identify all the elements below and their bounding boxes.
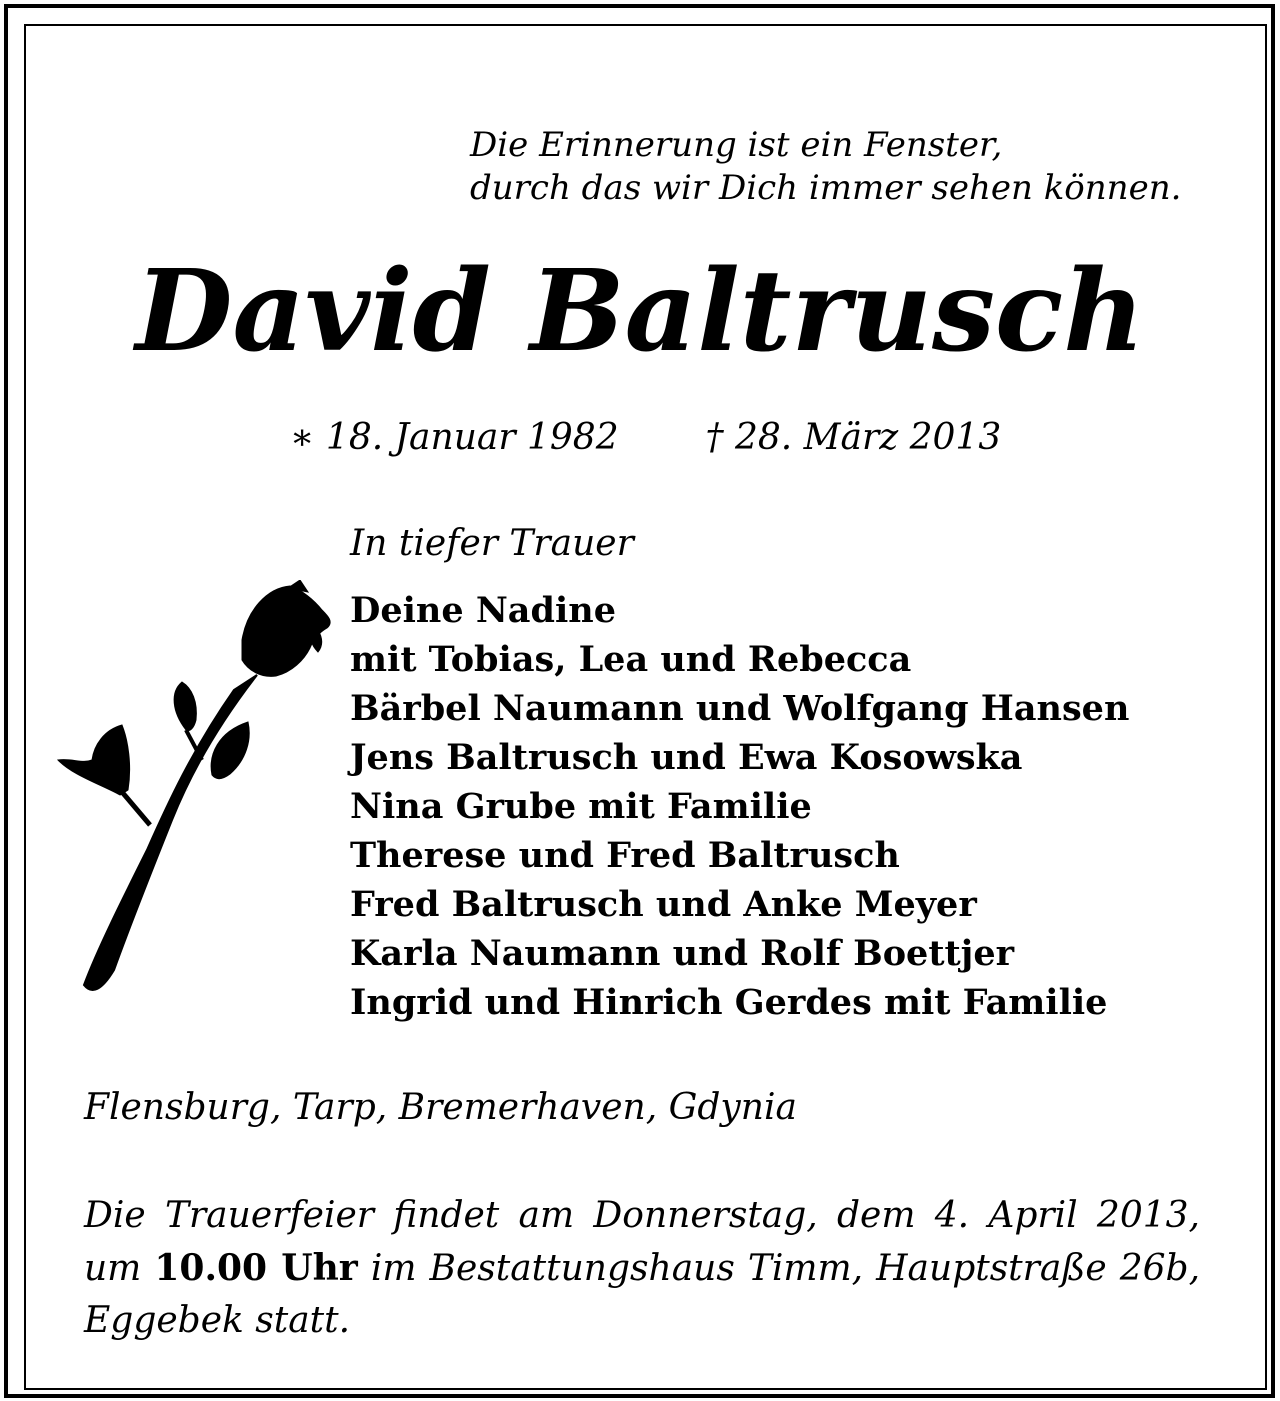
death-date: 28. März 2013 bbox=[734, 417, 1002, 458]
ceremony-text-end: im Bestattungshaus Timm, Hauptstraße 26b, Eggebek statt. bbox=[84, 1248, 1201, 1341]
list-item: mit Tobias, Lea und Rebecca bbox=[350, 639, 912, 680]
mourner-list bbox=[350, 586, 1129, 1027]
life-dates bbox=[290, 414, 1001, 462]
birth-symbol: ∗ bbox=[290, 417, 315, 458]
memorial-quote bbox=[470, 124, 1181, 210]
list-item: Fred Baltrusch und Anke Meyer bbox=[350, 884, 977, 925]
list-item: Jens Baltrusch und Ewa Kosowska bbox=[350, 737, 1023, 778]
list-item: Karla Naumann und Rolf Boettjer bbox=[350, 933, 1015, 974]
quote-line-1: Die Erinnerung ist ein Fenster, bbox=[470, 125, 1003, 165]
mourning-intro: In tiefer Trauer bbox=[350, 523, 634, 564]
list-item: Therese und Fred Baltrusch bbox=[350, 835, 900, 876]
rose-icon bbox=[52, 580, 342, 1000]
ceremony-notice bbox=[84, 1190, 1200, 1347]
quote-line-2: durch das wir Dich immer sehen können. bbox=[470, 168, 1182, 208]
places-line: Flensburg, Tarp, Bremerhaven, Gdynia bbox=[84, 1087, 797, 1128]
ceremony-time: 10.00 Uhr bbox=[154, 1247, 358, 1289]
list-item: Bärbel Naumann und Wolfgang Hansen bbox=[350, 688, 1130, 729]
list-item: Nina Grube mit Familie bbox=[350, 786, 812, 827]
death-symbol: † bbox=[705, 417, 724, 458]
list-item: Deine Nadine bbox=[350, 590, 616, 631]
ceremony-text-start: Die Trauerfeier findet am Donnerstag, dem 4. April 2013, um bbox=[84, 1195, 1200, 1289]
list-item: Ingrid und Hinrich Gerdes mit Familie bbox=[350, 982, 1108, 1023]
deceased-name: David Baltrusch bbox=[135, 246, 1145, 377]
birth-date: 18. Januar 1982 bbox=[325, 417, 619, 458]
